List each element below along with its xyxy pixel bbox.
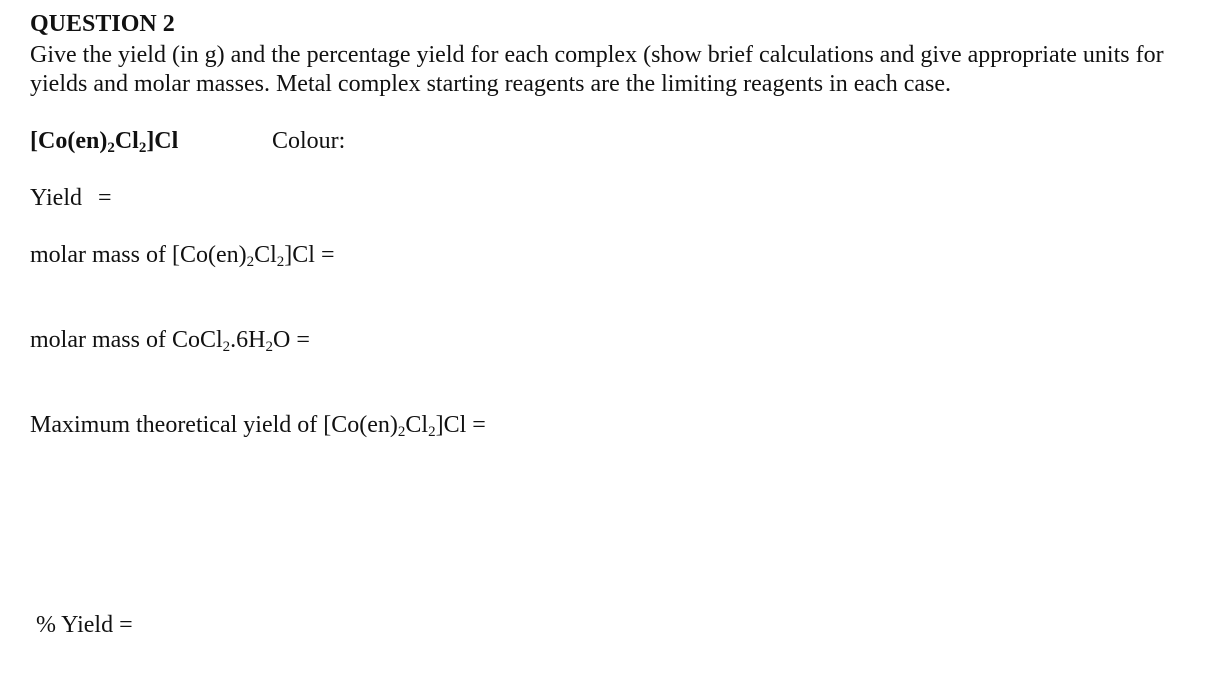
- max-theoretical-yield-label: Maximum theoretical yield of $[Co(en)_2Cl_2]Cl$ =: [30, 412, 486, 440]
- molar-mass-cobalt-chloride-label: molar mass of $CoCl_2.6H_2O$ =: [30, 327, 310, 355]
- question-instructions-line-1: Give the yield (in g) and the percentage yield for each complex (show brief calculations and give appropriate units for: [30, 42, 1164, 68]
- yield-label: Yield =: [30, 185, 112, 211]
- percent-yield-label: % Yield =: [36, 612, 133, 638]
- question-instructions-line-2: yields and molar masses. Metal complex starting reagents are the limiting reagents in each case.: [30, 71, 952, 97]
- molar-mass-complex-label: molar mass of $[Co(en)_2Cl_2]Cl$ =: [30, 242, 335, 270]
- question-title: QUESTION 2: [30, 11, 175, 37]
- compound-formula: $[Co(en)_2Cl_2]Cl$: [30, 128, 179, 156]
- colour-label: Colour:: [272, 128, 346, 154]
